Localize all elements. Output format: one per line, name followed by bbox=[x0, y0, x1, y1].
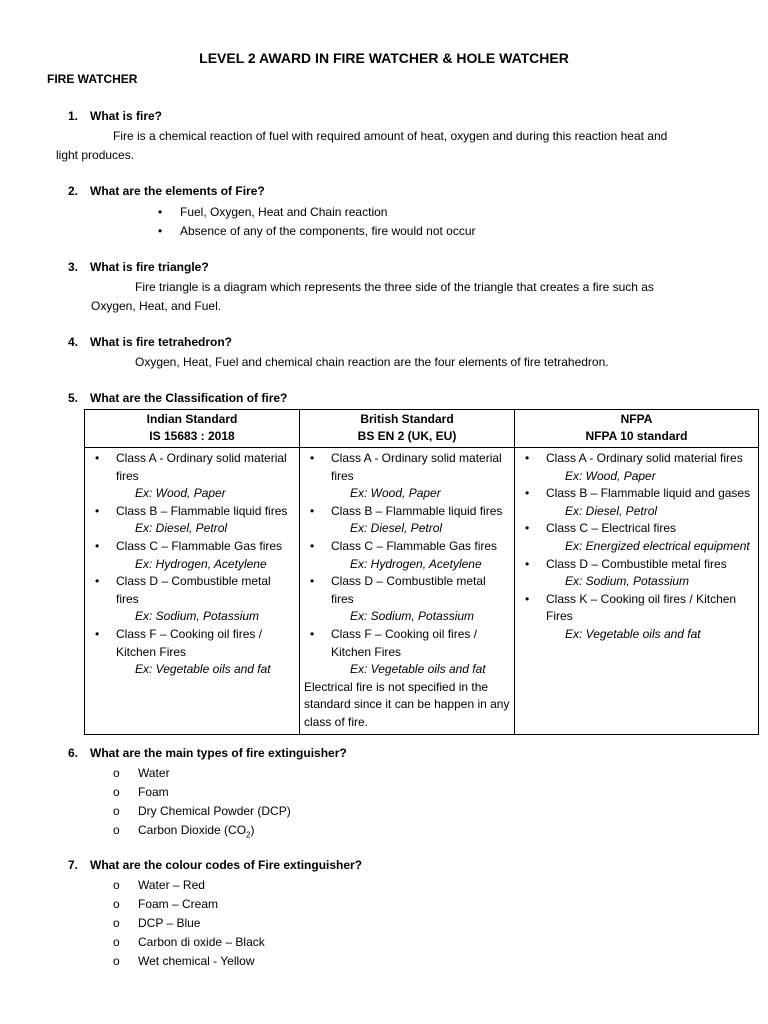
header-indian-standard: Indian Standard IS 15683 : 2018 bbox=[85, 410, 300, 448]
circle-bullet-icon: o bbox=[113, 766, 120, 780]
bullet-icon: • bbox=[95, 451, 100, 465]
list-item: • Class C – Electrical fires Ex: Energized electrical equipment bbox=[525, 521, 750, 553]
list-item: • Class B – Flammable liquid fires Ex: Diesel, Petrol bbox=[95, 503, 288, 536]
list-item: • Class A - Ordinary solid material fires Ex: Wood, Paper bbox=[525, 451, 743, 483]
fire-classification-table bbox=[84, 409, 759, 735]
question-number: 5. bbox=[68, 391, 79, 405]
table-header-row bbox=[85, 410, 759, 448]
question-text: What are the main types of fire extinguisher? bbox=[90, 746, 347, 760]
list-item: • Class F – Cooking oil fires / Kitchen Fires Ex: Vegetable oils and fat bbox=[95, 626, 271, 677]
list-item: • Class D – Combustible metal fires Ex: Sodium, Potassium bbox=[310, 574, 486, 624]
bullet-icon: • bbox=[310, 451, 315, 465]
list-item: • Fuel, Oxygen, Heat and Chain reaction bbox=[158, 203, 387, 222]
bullet-icon: • bbox=[95, 626, 100, 641]
question-number: 1. bbox=[68, 109, 79, 123]
question-number: 3. bbox=[68, 260, 79, 274]
answer-1-line-1: Fire is a chemical reaction of fuel with required amount of heat, oxygen and during this reaction heat and bbox=[113, 129, 668, 143]
circle-bullet-icon: o bbox=[113, 804, 120, 818]
nfpa-cell bbox=[515, 448, 759, 735]
british-standard-cell bbox=[300, 448, 515, 735]
list-item: • Absence of any of the components, fire would not occur bbox=[158, 222, 476, 241]
circle-bullet-icon: o bbox=[113, 916, 120, 930]
list-item: • Class F – Cooking oil fires / Kitchen Fires Ex: Vegetable oils and fat bbox=[310, 626, 486, 677]
question-7 bbox=[68, 858, 362, 872]
extinguisher-types-list bbox=[113, 764, 291, 844]
question-6 bbox=[68, 746, 347, 760]
list-item: • Class K – Cooking oil fires / Kitchen Fires Ex: Vegetable oils and fat bbox=[525, 591, 737, 641]
question-1 bbox=[68, 109, 162, 123]
answer-4: Oxygen, Heat, Fuel and chemical chain reaction are the four elements of fire tetrahedron. bbox=[135, 355, 609, 369]
bullet-icon: • bbox=[158, 224, 163, 238]
bullet-icon: • bbox=[95, 574, 100, 589]
list-item: • Class A - Ordinary solid material fires Ex: Wood, Paper bbox=[95, 451, 287, 501]
header-british-standard: British Standard BS EN 2 (UK, EU) bbox=[300, 410, 515, 448]
bullet-icon: • bbox=[95, 538, 100, 553]
bullet-icon: • bbox=[310, 503, 315, 518]
circle-bullet-icon: o bbox=[113, 878, 120, 892]
list-item: • Class B – Flammable liquid fires Ex: Diesel, Petrol bbox=[310, 503, 503, 536]
list-item: o Foam bbox=[113, 783, 291, 802]
list-item: o Carbon Dioxide $(CO_2)$ bbox=[113, 823, 255, 840]
indian-standard-cell bbox=[85, 448, 300, 735]
list-item: • Class A - Ordinary solid material fires Ex: Wood, Paper bbox=[310, 451, 502, 501]
bullet-icon: • bbox=[525, 556, 530, 571]
circle-bullet-icon: o bbox=[113, 897, 120, 911]
bullet-icon: • bbox=[525, 521, 530, 536]
list-item: o Foam – Cream bbox=[113, 895, 265, 914]
bullet-icon: • bbox=[310, 538, 315, 553]
header-nfpa: NFPA NFPA 10 standard bbox=[515, 410, 759, 448]
question-4 bbox=[68, 335, 232, 349]
question-number: 2. bbox=[68, 184, 79, 198]
question-text: What are the colour codes of Fire extinguisher? bbox=[90, 858, 363, 872]
answer-3-line-2: Oxygen, Heat, and Fuel. bbox=[91, 299, 222, 313]
list-item: • Class B – Flammable liquid and gases Ex: Diesel, Petrol bbox=[525, 486, 751, 518]
list-item: o Wet chemical - Yellow bbox=[113, 952, 265, 971]
question-text: What are the Classification of fire? bbox=[90, 391, 288, 405]
list-item: o Dry Chemical Powder (DCP) bbox=[113, 802, 291, 821]
bullet-icon: • bbox=[525, 451, 530, 465]
british-note: Electrical fire is not specified in the standard since it can be happen in any class of fire. bbox=[304, 679, 510, 729]
bullet-icon: • bbox=[525, 591, 530, 606]
question-text: What is fire tetrahedron? bbox=[90, 335, 233, 349]
colour-codes-list bbox=[113, 876, 265, 971]
circle-bullet-icon: o bbox=[113, 935, 120, 949]
list-item: • Class D – Combustible metal fires Ex: Sodium, Potassium bbox=[525, 556, 727, 589]
circle-bullet-icon: o bbox=[113, 785, 120, 799]
bullet-icon: • bbox=[95, 503, 100, 518]
section-heading: FIRE WATCHER bbox=[47, 72, 138, 86]
list-item: o Water bbox=[113, 764, 291, 783]
list-item: o DCP – Blue bbox=[113, 914, 265, 933]
answer-3-line-1: Fire triangle is a diagram which represents the three side of the triangle that creates a fire such as bbox=[135, 280, 654, 294]
bullet-icon: • bbox=[310, 574, 315, 589]
question-number: 4. bbox=[68, 335, 79, 349]
question-3 bbox=[68, 260, 209, 274]
table-row bbox=[85, 448, 759, 735]
question-number: 7. bbox=[68, 858, 79, 872]
list-item: o Water – Red bbox=[113, 876, 265, 895]
question-text: What are the elements of Fire? bbox=[90, 184, 265, 198]
question-5 bbox=[68, 391, 287, 405]
question-2 bbox=[68, 184, 265, 198]
bullet-icon: • bbox=[525, 486, 530, 501]
page-title: LEVEL 2 AWARD IN FIRE WATCHER & HOLE WATCHER bbox=[199, 50, 569, 66]
bullet-icon: • bbox=[310, 626, 315, 641]
list-item: o Carbon di oxide – Black bbox=[113, 933, 265, 952]
question-text: What is fire triangle? bbox=[90, 260, 209, 274]
question-number: 6. bbox=[68, 746, 79, 760]
list-item: • Class C – Flammable Gas fires Ex: Hydrogen, Acetylene bbox=[95, 538, 283, 571]
circle-bullet-icon: o bbox=[113, 823, 120, 837]
circle-bullet-icon: o bbox=[113, 954, 120, 968]
answer-1-line-2: light produces. bbox=[56, 148, 135, 162]
bullet-icon: • bbox=[158, 205, 163, 219]
question-text: What is fire? bbox=[90, 109, 163, 123]
list-item: • Class C – Flammable Gas fires Ex: Hydrogen, Acetylene bbox=[310, 538, 498, 571]
list-item: • Class D – Combustible metal fires Ex: Sodium, Potassium bbox=[95, 574, 271, 624]
